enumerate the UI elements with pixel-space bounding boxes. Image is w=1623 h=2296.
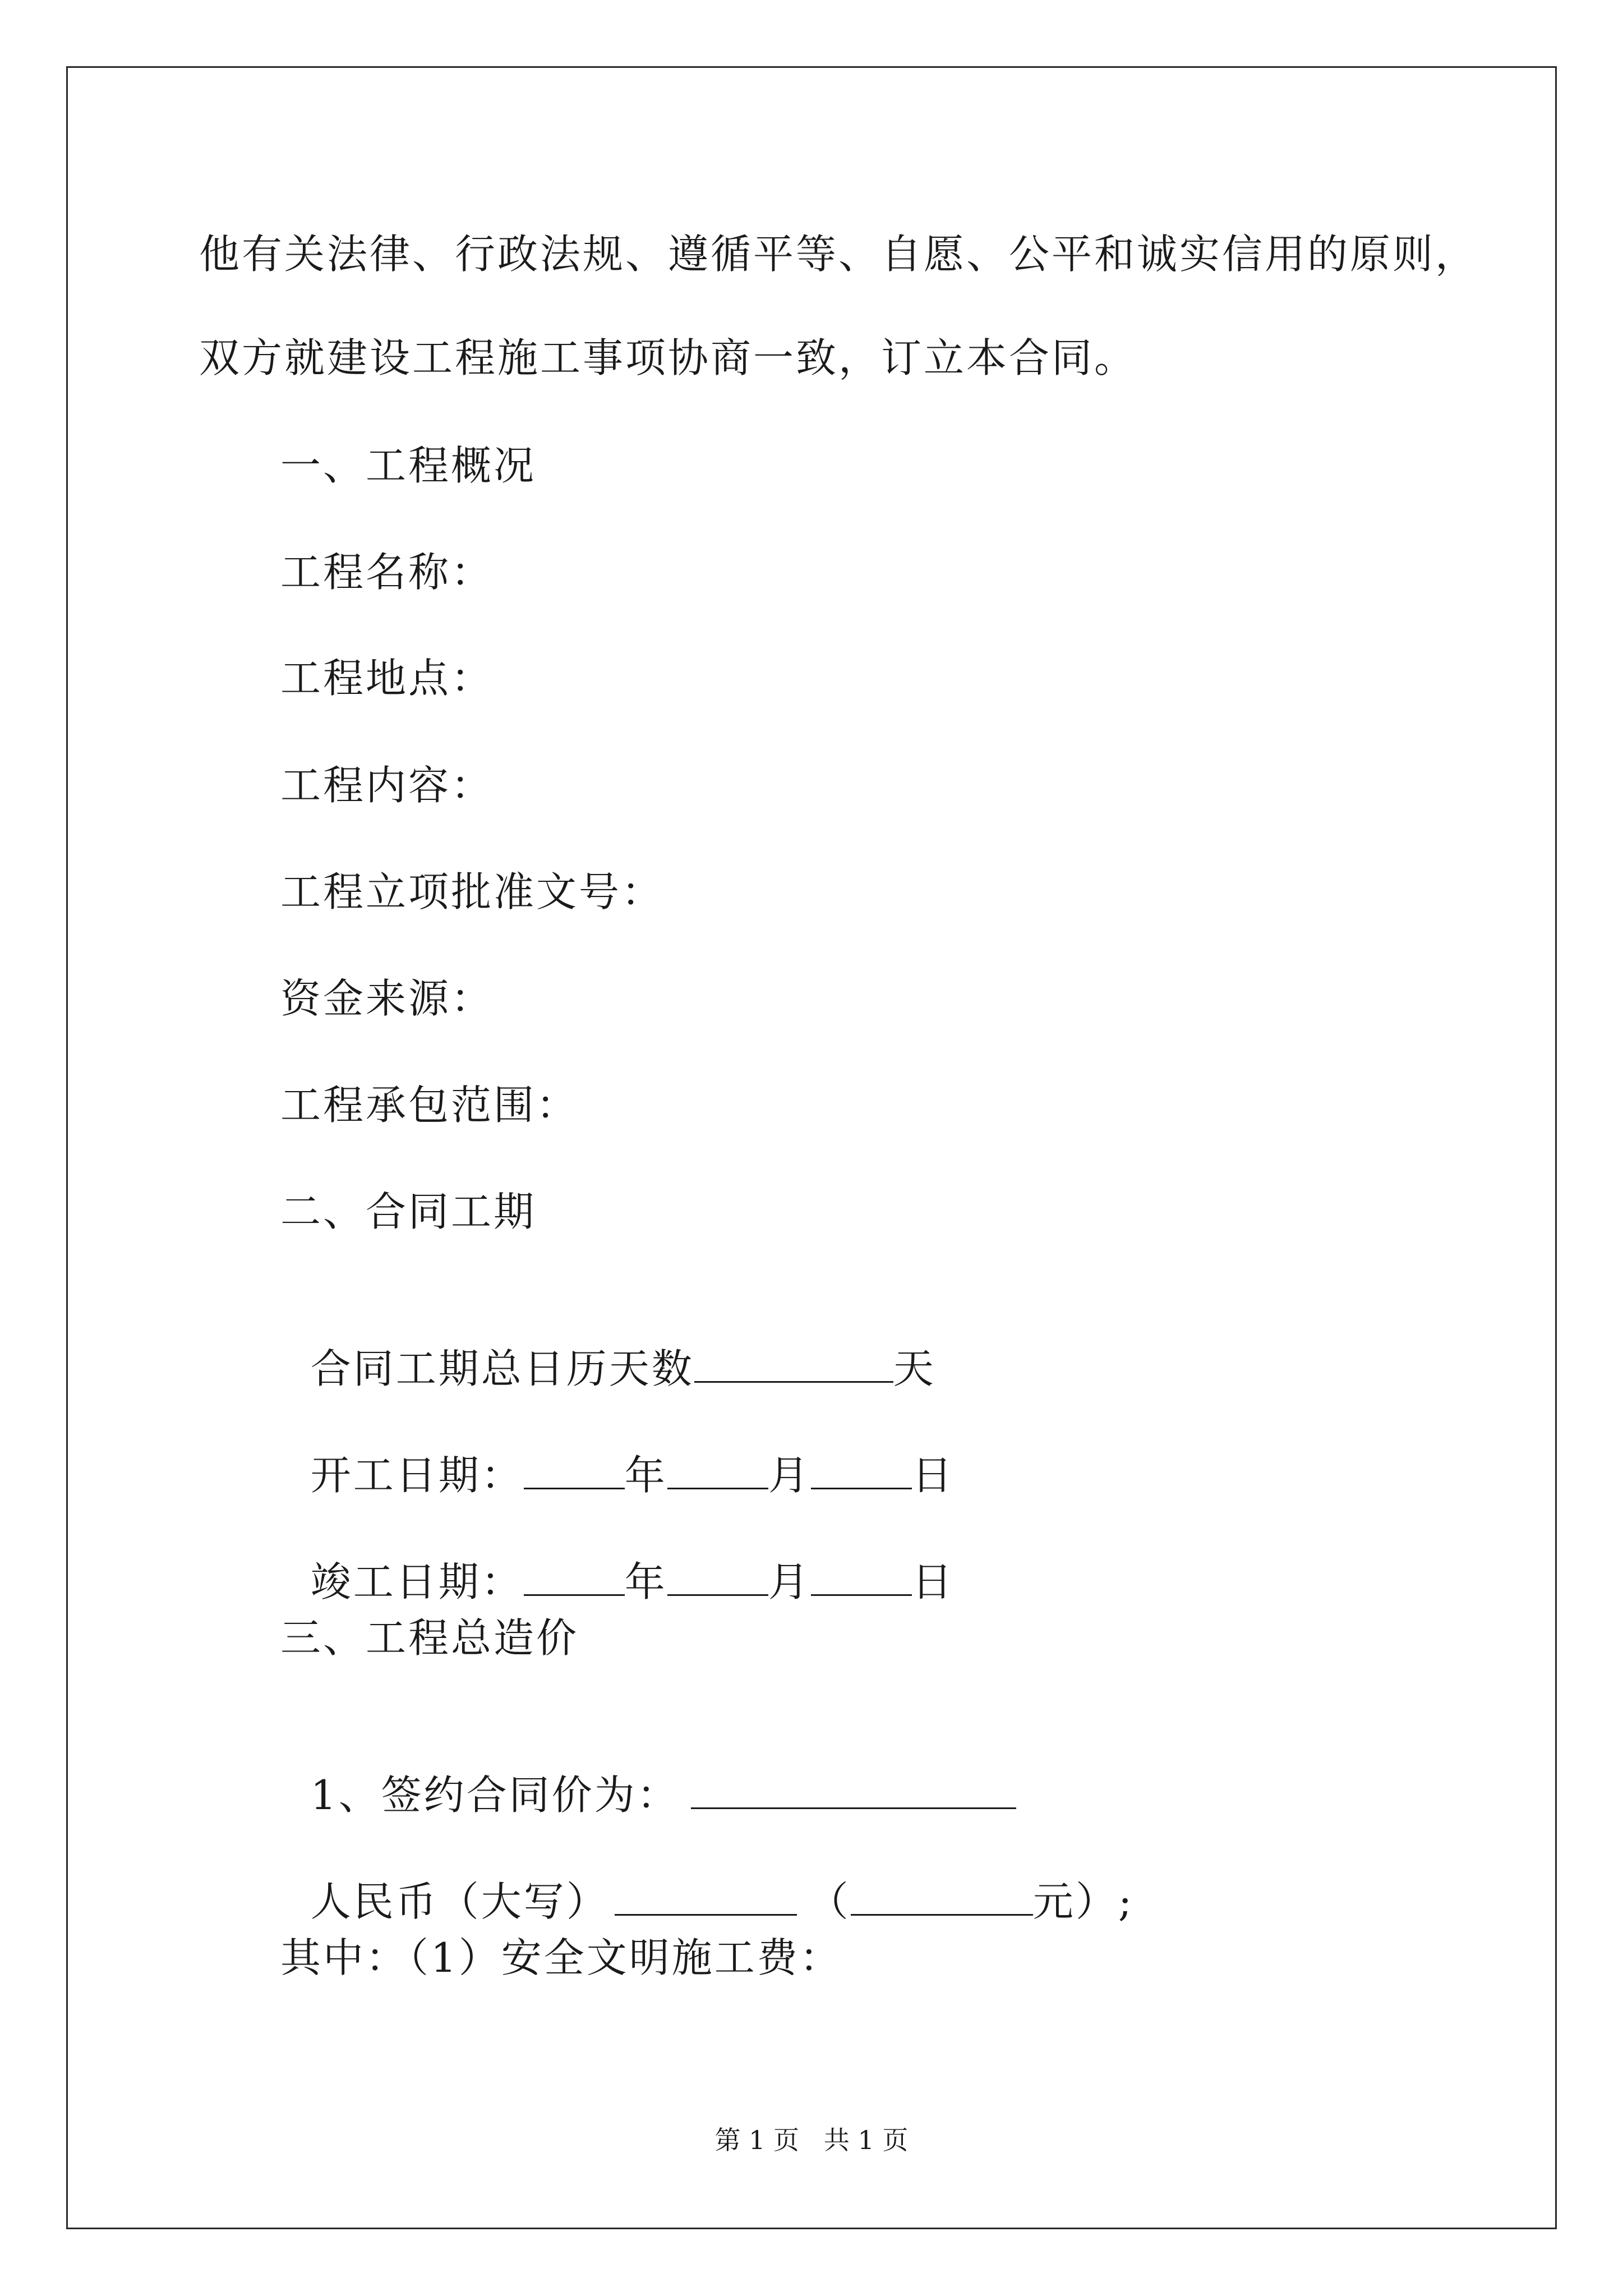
month-label: 月 — [768, 1558, 811, 1605]
safety-fee-line: 其中：（1）安全文明施工费： — [280, 1934, 842, 1981]
field-project-name: 工程名称： — [280, 549, 494, 596]
month-label: 月 — [768, 1452, 811, 1499]
contract-price-line — [280, 1719, 1016, 1820]
end-year-blank[interactable] — [524, 1559, 625, 1596]
duration-blank[interactable] — [694, 1346, 893, 1383]
duration-label: 合同工期总日历天数 — [310, 1345, 694, 1392]
rmb-capital-blank[interactable] — [615, 1879, 797, 1916]
paragraph-line: 他有关法律、行政法规、遵循平等、自愿、公平和诚实信用的原则， — [199, 231, 1478, 278]
day-label: 日 — [911, 1558, 955, 1605]
rmb-open-paren: （ — [808, 1878, 851, 1925]
year-label: 年 — [624, 1558, 667, 1605]
day-label: 日 — [911, 1452, 955, 1499]
section-heading: 三、工程总造价 — [280, 1614, 579, 1662]
duration-line — [280, 1293, 936, 1394]
paragraph-line: 双方就建设工程施工事项协商一致，订立本合同。 — [199, 334, 1137, 381]
end-date-line — [280, 1506, 955, 1607]
start-date-line — [280, 1400, 955, 1501]
section-heading: 二、合同工期 — [280, 1188, 537, 1235]
start-year-blank[interactable] — [524, 1453, 625, 1489]
duration-unit: 天 — [893, 1345, 936, 1392]
start-month-blank[interactable] — [667, 1453, 768, 1489]
rmb-line — [280, 1826, 1134, 1927]
rmb-close: 元）; — [1032, 1878, 1135, 1925]
field-project-content: 工程内容： — [280, 762, 494, 809]
field-project-location: 工程地点： — [280, 655, 494, 702]
field-funding-source: 资金来源： — [280, 975, 494, 1022]
rmb-amount-blank[interactable] — [851, 1879, 1033, 1916]
end-date-label: 竣工日期： — [310, 1558, 524, 1605]
start-day-blank[interactable] — [811, 1453, 912, 1489]
rmb-label: 人民币（大写） — [310, 1878, 609, 1925]
end-day-blank[interactable] — [811, 1559, 912, 1596]
start-date-label: 开工日期： — [310, 1452, 524, 1499]
year-label: 年 — [624, 1452, 667, 1499]
page-footer: 第 1 页 共 1 页 — [714, 2125, 909, 2155]
section-heading: 一、工程概况 — [280, 442, 537, 489]
contract-price-blank[interactable] — [691, 1773, 1016, 1809]
contract-price-label: 1、签约合同价为： — [310, 1772, 680, 1819]
end-month-blank[interactable] — [667, 1559, 768, 1596]
field-approval-number: 工程立项批准文号： — [280, 868, 665, 915]
field-contract-scope: 工程承包范围： — [280, 1082, 579, 1129]
